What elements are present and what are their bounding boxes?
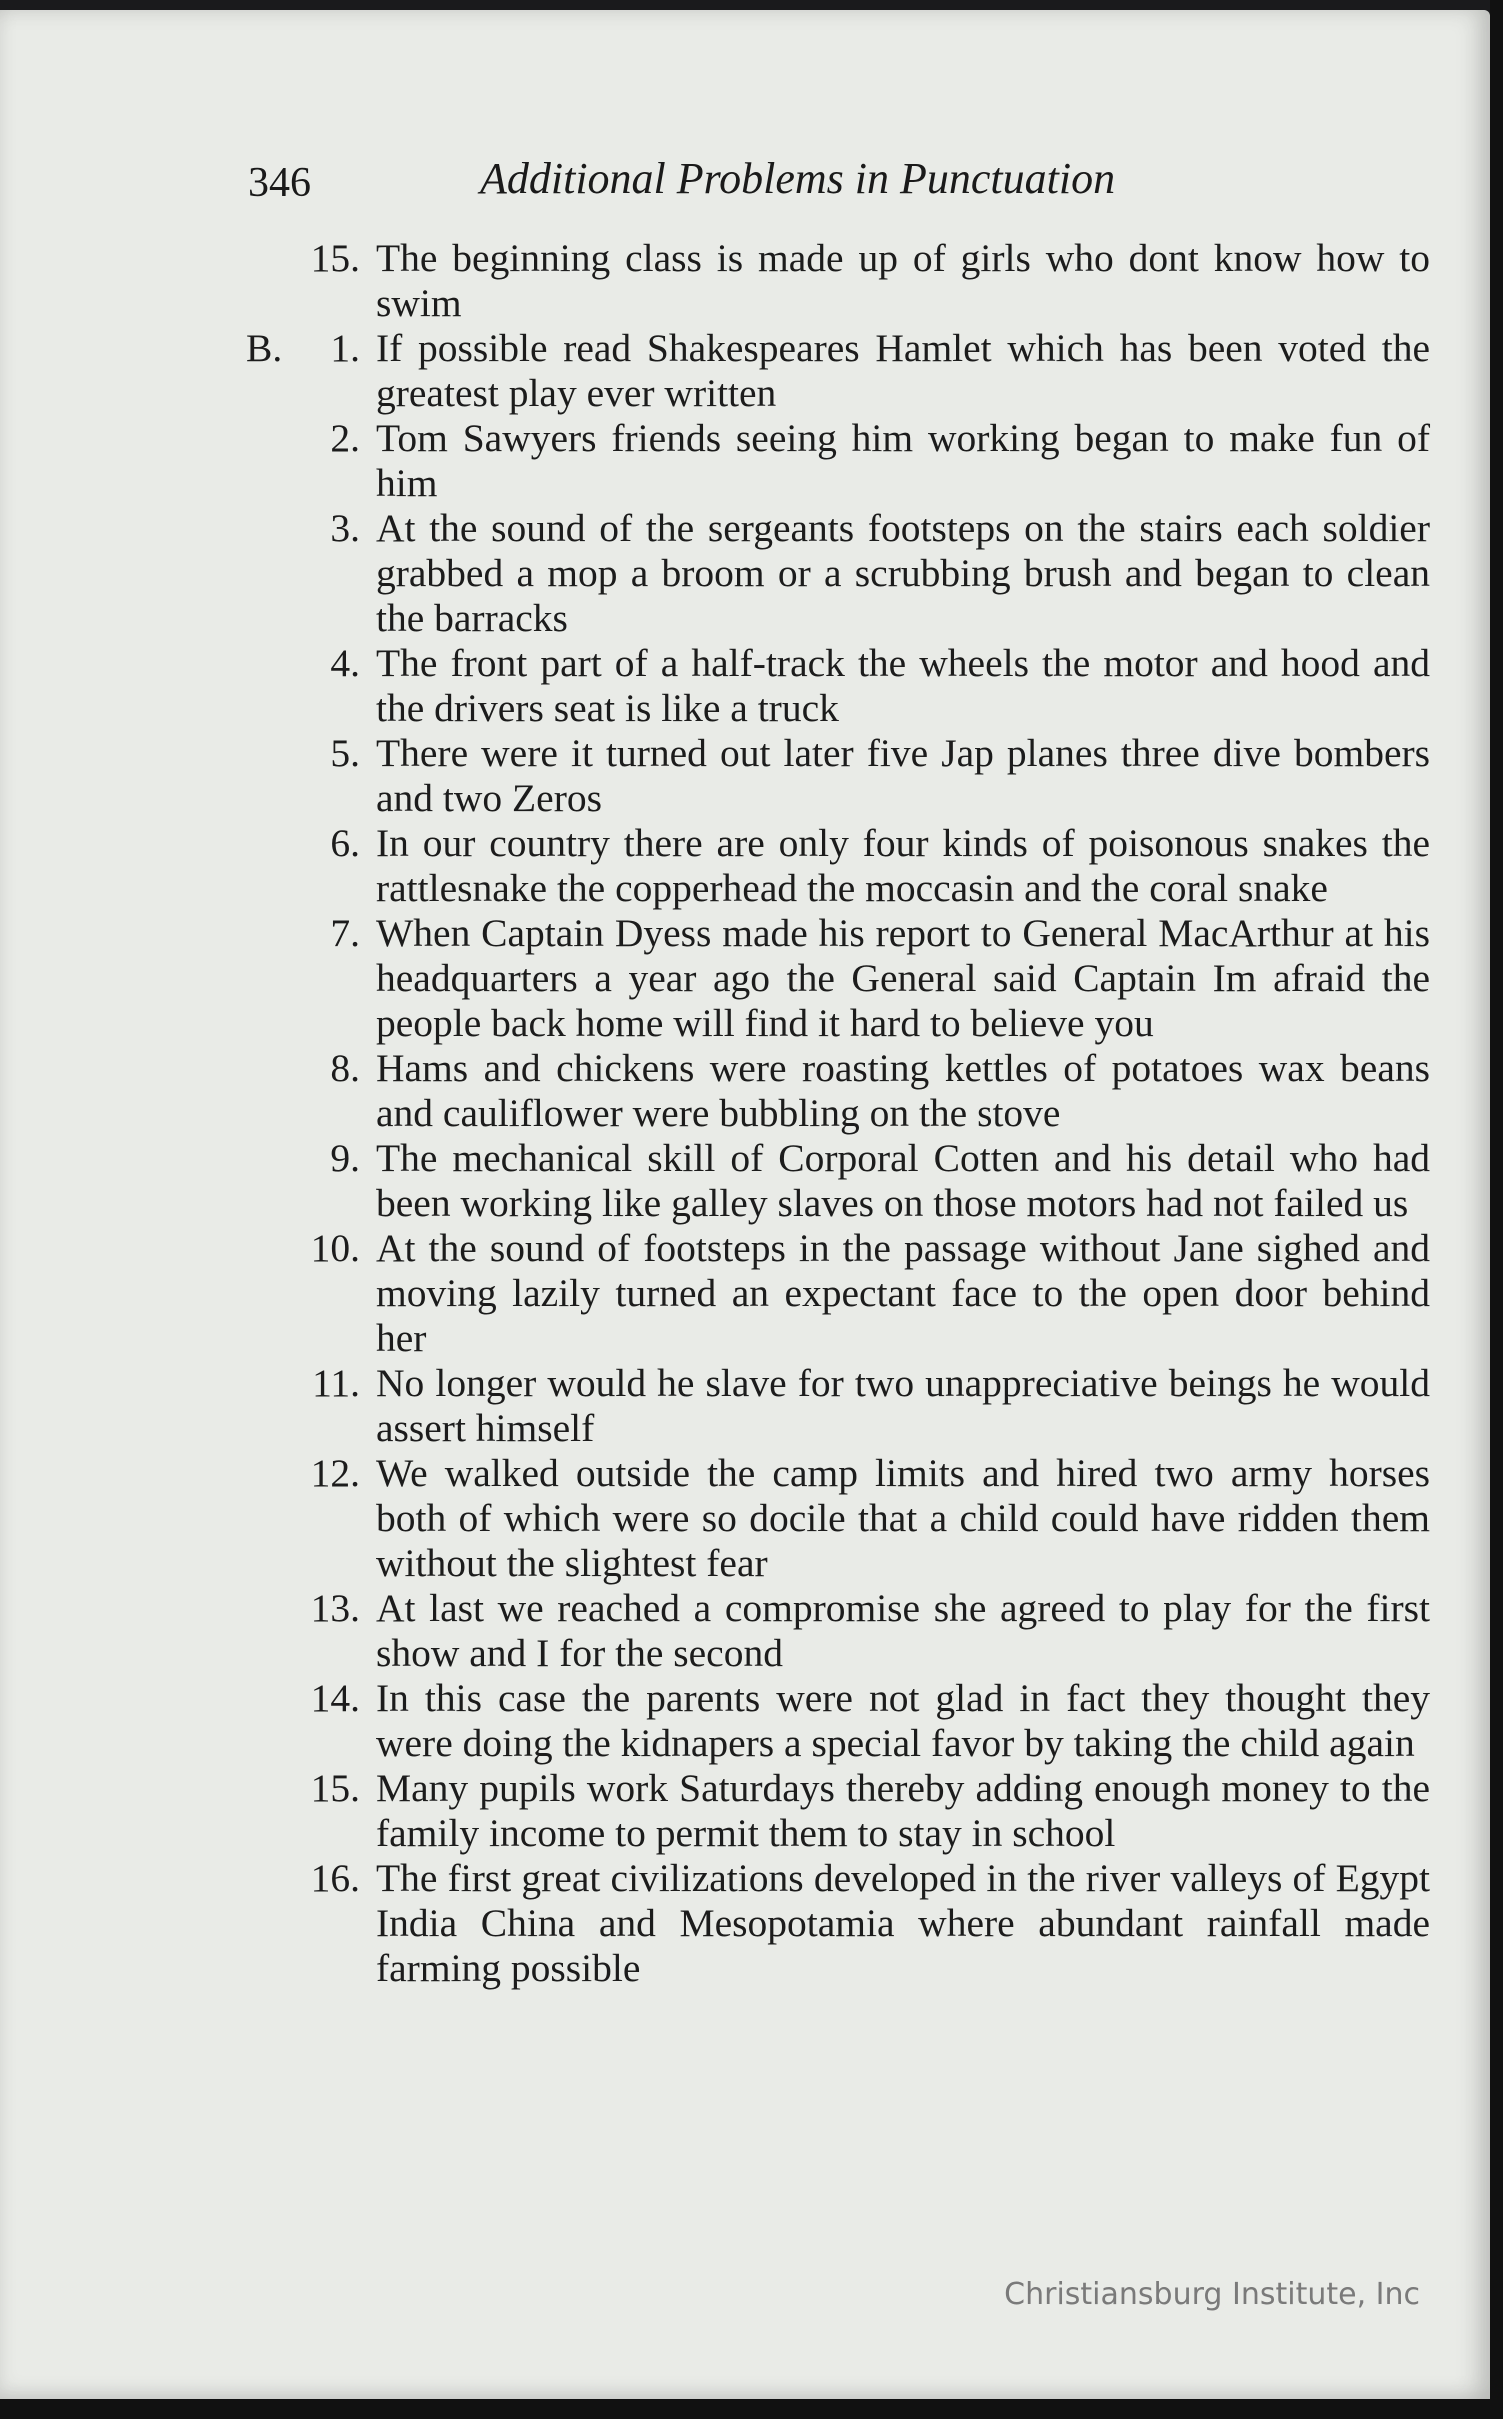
item-number: 12. [310,1451,360,1495]
list-item [0,1136,1490,1226]
list-item [0,821,1490,911]
item-number: 15. [310,1766,360,1810]
item-text: At the sound of footsteps in the passage without Jane sighed and moving lazily turned an expectant face to the open door behind her [376,1226,1430,1360]
item-number: 3. [330,506,360,550]
item-text: When Captain Dyess made his report to General MacArthur at his headquarters a year ago the General said Captain Im afraid the people back home will find it hard to believe you [376,911,1430,1045]
item-text: If possible read Shakespeares Hamlet which has been voted the greatest play ever written [376,326,1430,415]
item-text: In our country there are only four kinds of poisonous snakes the rattlesnake the copperhead the moccasin and the coral snake [376,821,1430,910]
item-number: 4. [330,641,360,685]
item-number: 14. [310,1676,360,1720]
book-edge-right [1490,0,1503,2419]
watermark: Christiansburg Institute, Inc [1004,2277,1420,2312]
list-item [0,641,1490,731]
item-number: 7. [330,911,360,955]
item-text: Many pupils work Saturdays thereby adding enough money to the family income to permit them to stay in school [376,1766,1430,1855]
running-title: Additional Problems in Punctuation [480,154,1116,203]
item-number: 16. [310,1856,360,1900]
list-item [0,1451,1490,1586]
list-item [0,326,1490,416]
exercise-list [0,236,1490,1991]
item-number: 11. [312,1361,360,1405]
item-text: The mechanical skill of Corporal Cotten and his detail who had been working like galley slaves on those motors had not failed us [376,1136,1430,1225]
book-edge-bottom [0,2399,1503,2419]
item-text: The first great civilizations developed in the river valleys of Egypt India China and Mesopotamia where abundant rainfall made farming possible [376,1856,1430,1990]
item-text: In this case the parents were not glad in fact they thought they were doing the kidnapers a special favor by taking the child again [376,1676,1430,1765]
item-text: We walked outside the camp limits and hired two army horses both of which were so docile that a child could have ridden them without the slightest fear [376,1451,1430,1585]
list-item [0,1856,1490,1991]
item-text: Hams and chickens were roasting kettles of potatoes wax beans and cauliflower were bubbling on the stove [376,1046,1430,1135]
item-number: 10. [310,1226,360,1270]
item-number: 15. [310,236,360,280]
section-label: B. [246,326,283,370]
item-number: 13. [310,1586,360,1630]
list-item [0,236,1490,326]
item-text: At last we reached a compromise she agreed to play for the first show and I for the second [376,1586,1430,1675]
item-number: 9. [330,1136,360,1180]
page-header [0,153,1490,213]
list-item [0,1586,1490,1676]
item-text: Tom Sawyers friends seeing him working began to make fun of him [376,416,1430,505]
list-item [0,1361,1490,1451]
list-item [0,731,1490,821]
item-number: 5. [330,731,360,775]
item-text: There were it turned out later five Jap planes three dive bombers and two Zeros [376,731,1430,820]
list-item [0,416,1490,506]
list-item [0,1046,1490,1136]
item-text: No longer would he slave for two unappreciative beings he would assert himself [376,1361,1430,1450]
item-number: 6. [330,821,360,865]
list-item [0,1676,1490,1766]
item-number: 1. [330,326,360,370]
item-number: 8. [330,1046,360,1090]
item-text: The beginning class is made up of girls who dont know how to swim [376,236,1430,325]
item-text: At the sound of the sergeants footsteps on the stairs each soldier grabbed a mop a broom or a scrubbing brush and began to clean the barracks [376,506,1430,640]
page-number: 346 [248,160,311,206]
list-item [0,1766,1490,1856]
list-item [0,506,1490,641]
list-item [0,911,1490,1046]
book-page [0,10,1490,2402]
list-item [0,1226,1490,1361]
item-number: 2. [330,416,360,460]
item-text: The front part of a half-track the wheels the motor and hood and the drivers seat is like a truck [376,641,1430,730]
